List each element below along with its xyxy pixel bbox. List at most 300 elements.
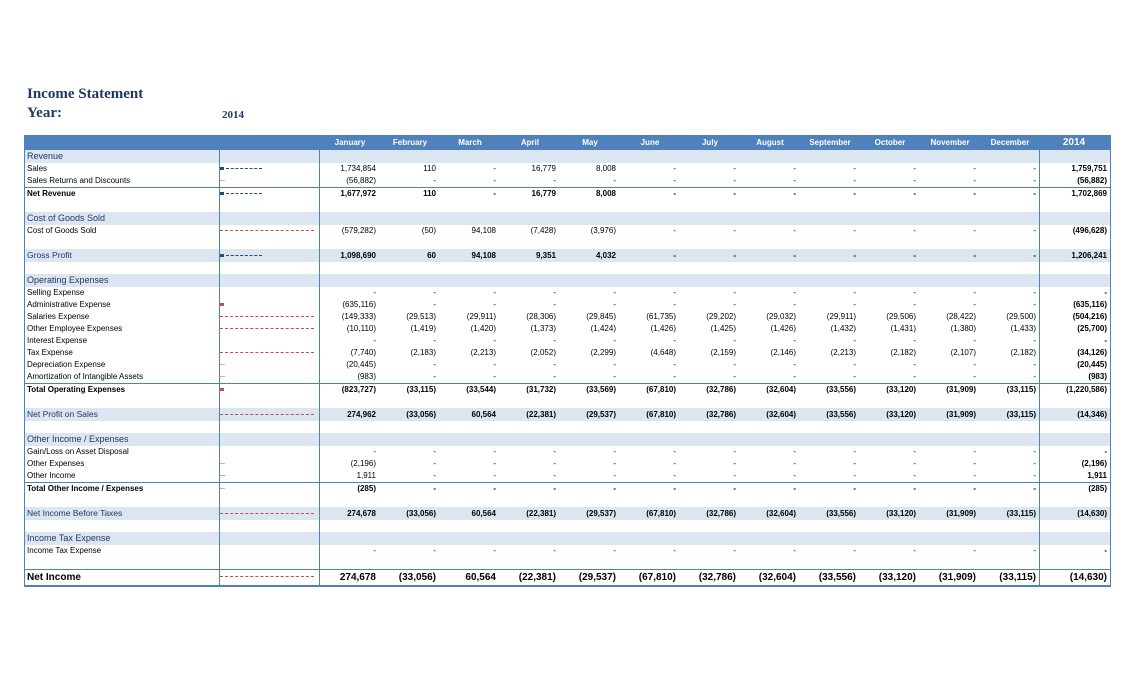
month-value: - xyxy=(913,164,916,173)
month-value: - xyxy=(913,447,916,456)
sparkline-marker xyxy=(220,303,224,306)
year-total-value: 1,911 xyxy=(1087,471,1107,480)
sparkline-cell xyxy=(220,371,318,383)
month-value: 60,564 xyxy=(471,410,496,419)
year-total-value: - xyxy=(1104,447,1107,456)
month-value: - xyxy=(913,288,916,297)
month-value: - xyxy=(733,164,736,173)
month-value: - xyxy=(673,360,676,369)
month-value: - xyxy=(913,546,916,555)
month-value: - xyxy=(553,336,556,345)
sparkline-trend xyxy=(220,475,225,477)
month-value: - xyxy=(733,288,736,297)
month-value: (2,213) xyxy=(470,348,496,357)
sparkline-trend xyxy=(220,376,225,378)
row-label: Cost of Goods Sold xyxy=(27,226,97,235)
month-value: - xyxy=(973,360,976,369)
month-value: - xyxy=(853,360,856,369)
year-total-value: (635,116) xyxy=(1073,300,1107,309)
month-value: - xyxy=(493,164,496,173)
month-value: - xyxy=(673,288,676,297)
line-item-row xyxy=(24,482,1111,495)
row-label: Cost of Goods Sold xyxy=(27,213,106,223)
month-value: - xyxy=(433,300,436,309)
month-value: (3,976) xyxy=(590,226,616,235)
month-value: - xyxy=(793,546,796,555)
month-value: - xyxy=(1033,546,1036,555)
month-value: - xyxy=(673,447,676,456)
column-divider xyxy=(1039,135,1040,587)
line-item-row xyxy=(24,335,1111,347)
month-value: (32,786) xyxy=(706,410,736,419)
month-value: - xyxy=(1033,288,1036,297)
line-item-row xyxy=(24,545,1111,557)
line-item-row xyxy=(24,225,1111,237)
month-value: (22,381) xyxy=(526,410,556,419)
sparkline-trend xyxy=(220,513,314,515)
month-value: (2,159) xyxy=(710,348,736,357)
month-value: - xyxy=(853,189,856,198)
month-value: - xyxy=(1033,471,1036,480)
month-header: February xyxy=(392,138,428,147)
month-value: - xyxy=(1033,176,1036,185)
row-label: Sales Returns and Discounts xyxy=(27,176,131,185)
month-value: (29,506) xyxy=(886,312,916,321)
column-divider xyxy=(219,135,220,587)
month-value: - xyxy=(553,471,556,480)
month-value: - xyxy=(913,471,916,480)
month-value: 8,008 xyxy=(595,164,616,173)
month-value: - xyxy=(553,484,556,493)
month-value: - xyxy=(433,447,436,456)
month-value: - xyxy=(973,484,976,493)
sparkline xyxy=(220,164,262,173)
month-value: (1,432) xyxy=(830,324,856,333)
row-label: Income Tax Expense xyxy=(27,546,102,555)
month-value: - xyxy=(733,189,736,198)
sparkline-trend xyxy=(220,488,225,490)
month-header: August xyxy=(756,138,784,147)
month-value: (32,786) xyxy=(698,572,736,583)
month-value: - xyxy=(433,336,436,345)
month-value: - xyxy=(493,189,496,198)
month-value: - xyxy=(793,336,796,345)
year-total-value: 1,702,869 xyxy=(1071,189,1107,198)
month-value: - xyxy=(493,484,496,493)
month-value: - xyxy=(613,459,616,468)
month-value: (983) xyxy=(357,372,376,381)
spacer-row xyxy=(24,421,1111,433)
month-value: - xyxy=(673,484,676,493)
month-value: - xyxy=(673,372,676,381)
month-value: (1,424) xyxy=(590,324,616,333)
month-value: - xyxy=(733,372,736,381)
month-value: - xyxy=(1033,372,1036,381)
spacer-row xyxy=(24,396,1111,408)
month-value: - xyxy=(493,447,496,456)
month-value: (20,445) xyxy=(346,360,376,369)
month-value: - xyxy=(973,447,976,456)
sparkline-cell xyxy=(220,384,318,396)
month-value: 60 xyxy=(427,251,436,260)
line-item-row xyxy=(24,187,1111,200)
month-value: (33,120) xyxy=(886,509,916,518)
row-label: Tax Expense xyxy=(27,348,73,357)
month-header: September xyxy=(809,138,851,147)
month-value: 1,734,854 xyxy=(340,164,376,173)
month-value: - xyxy=(913,360,916,369)
sparkline xyxy=(220,410,314,419)
month-value: - xyxy=(733,176,736,185)
year-total-value: - xyxy=(1104,336,1107,345)
year-total-value: (983) xyxy=(1088,372,1107,381)
month-value: 60,564 xyxy=(465,572,496,583)
month-value: (32,786) xyxy=(706,385,736,394)
month-value: (31,909) xyxy=(946,410,976,419)
month-value: (33,120) xyxy=(886,385,916,394)
row-label: Sales xyxy=(27,164,48,173)
month-value: - xyxy=(613,336,616,345)
month-value: - xyxy=(1033,336,1036,345)
year-total-value: (1,220,586) xyxy=(1066,385,1107,394)
month-value: - xyxy=(853,164,856,173)
month-value: - xyxy=(1033,189,1036,198)
month-value: - xyxy=(1033,226,1036,235)
sparkline-cell xyxy=(220,175,318,187)
page-title: Income Statement xyxy=(27,86,144,102)
sparkline xyxy=(220,300,226,309)
line-item-row xyxy=(24,371,1111,383)
month-value: (29,845) xyxy=(586,312,616,321)
line-item-row xyxy=(24,347,1111,359)
row-label: Other Income / Expenses xyxy=(27,434,129,444)
section-header-row xyxy=(24,532,1111,545)
month-value: (4,648) xyxy=(650,348,676,357)
sparkline xyxy=(220,189,262,198)
month-value: (33,056) xyxy=(398,572,436,583)
month-value: - xyxy=(553,176,556,185)
column-divider xyxy=(319,135,320,587)
month-value: (33,556) xyxy=(826,385,856,394)
month-value: (22,381) xyxy=(518,572,556,583)
month-value: (56,882) xyxy=(346,176,376,185)
month-value: (33,120) xyxy=(878,572,916,583)
month-value: - xyxy=(973,459,976,468)
month-value: (33,556) xyxy=(826,509,856,518)
month-value: (1,380) xyxy=(950,324,976,333)
row-label: Net Income Before Taxes xyxy=(27,508,123,518)
month-value: - xyxy=(673,226,676,235)
month-value: (33,115) xyxy=(1006,385,1036,394)
section-header-row xyxy=(24,212,1111,225)
month-value: - xyxy=(733,300,736,309)
sparkline-cell xyxy=(220,225,318,237)
month-value: - xyxy=(493,336,496,345)
month-value: (31,909) xyxy=(938,572,976,583)
sparkline-cell xyxy=(220,249,318,262)
month-value: - xyxy=(613,372,616,381)
sparkline-cell xyxy=(220,359,318,371)
row-label: Other Expenses xyxy=(27,459,85,468)
month-value: (28,306) xyxy=(526,312,556,321)
sparkline-cell xyxy=(220,299,318,311)
line-item-row xyxy=(24,446,1111,458)
month-value: - xyxy=(973,372,976,381)
month-value: (635,116) xyxy=(342,300,376,309)
month-value: (2,182) xyxy=(1010,348,1036,357)
spacer-row xyxy=(24,520,1111,532)
month-value: (29,513) xyxy=(406,312,436,321)
year-total-value: (14,630) xyxy=(1069,572,1107,583)
month-value: - xyxy=(1033,447,1036,456)
year-total-header: 2014 xyxy=(1062,137,1086,148)
month-value: - xyxy=(673,164,676,173)
month-value: - xyxy=(553,288,556,297)
year-total-value: (2,196) xyxy=(1081,459,1107,468)
month-value: 16,779 xyxy=(531,189,556,198)
month-value: - xyxy=(553,300,556,309)
sparkline-cell xyxy=(220,458,318,470)
sparkline-trend xyxy=(220,463,225,465)
month-value: - xyxy=(433,372,436,381)
line-item-row xyxy=(24,470,1111,482)
month-value: (33,115) xyxy=(1006,410,1036,419)
spacer-row xyxy=(24,495,1111,507)
sparkline-trend xyxy=(226,193,262,195)
month-value: - xyxy=(1033,459,1036,468)
sparkline-cell xyxy=(220,323,318,335)
month-value: - xyxy=(613,484,616,493)
sparkline-cell xyxy=(220,483,318,495)
sparkline-trend xyxy=(220,364,225,366)
line-item-row xyxy=(24,383,1111,396)
month-value: 16,779 xyxy=(531,164,556,173)
sparkline-cell xyxy=(220,287,318,299)
month-value: - xyxy=(733,447,736,456)
month-value: (1,373) xyxy=(530,324,556,333)
month-header: January xyxy=(334,138,366,147)
month-value: - xyxy=(493,372,496,381)
month-value: - xyxy=(913,484,916,493)
month-value: - xyxy=(913,459,916,468)
month-value: 110 xyxy=(423,189,436,198)
month-value: - xyxy=(853,459,856,468)
month-header: December xyxy=(990,138,1030,147)
sparkline-cell xyxy=(220,545,318,557)
month-value: - xyxy=(913,176,916,185)
month-value: (149,333) xyxy=(341,312,376,321)
month-value: - xyxy=(733,471,736,480)
line-item-row xyxy=(24,287,1111,299)
month-header: October xyxy=(874,138,906,147)
year-total-value: (25,700) xyxy=(1077,324,1107,333)
month-value: 1,677,972 xyxy=(340,189,376,198)
month-value: - xyxy=(793,372,796,381)
month-value: - xyxy=(613,447,616,456)
month-value: - xyxy=(793,288,796,297)
month-value: (7,428) xyxy=(530,226,556,235)
line-item-row xyxy=(24,408,1111,421)
month-value: (33,115) xyxy=(1006,509,1036,518)
month-value: - xyxy=(1033,251,1036,260)
sparkline-marker xyxy=(220,192,224,195)
row-label: Net Income xyxy=(27,572,81,583)
month-value: - xyxy=(853,484,856,493)
sparkline xyxy=(220,348,314,357)
spacer-row xyxy=(24,262,1111,274)
month-value: 60,564 xyxy=(471,509,496,518)
column-divider xyxy=(24,135,25,587)
year-total-value: (20,445) xyxy=(1077,360,1107,369)
month-value: 9,351 xyxy=(535,251,556,260)
month-value: - xyxy=(493,471,496,480)
month-value: - xyxy=(793,300,796,309)
sparkline xyxy=(220,251,262,260)
month-value: 94,108 xyxy=(471,226,496,235)
month-value: - xyxy=(913,372,916,381)
month-value: - xyxy=(793,189,796,198)
line-item-row xyxy=(24,163,1111,175)
month-value: - xyxy=(613,471,616,480)
month-value: (2,196) xyxy=(350,459,376,468)
month-value: - xyxy=(793,226,796,235)
sparkline xyxy=(220,385,226,394)
year-total-value: (34,126) xyxy=(1077,348,1107,357)
line-item-row xyxy=(24,175,1111,187)
month-value: - xyxy=(793,484,796,493)
month-value: - xyxy=(673,176,676,185)
sparkline-cell xyxy=(220,470,318,482)
sparkline-trend xyxy=(220,316,314,318)
sparkline-trend xyxy=(220,576,314,578)
row-label: Total Operating Expenses xyxy=(27,385,126,394)
month-value: (67,810) xyxy=(646,509,676,518)
month-value: - xyxy=(793,176,796,185)
month-value: (823,727) xyxy=(341,385,376,394)
month-value: (33,544) xyxy=(466,385,496,394)
month-value: - xyxy=(553,360,556,369)
month-value: - xyxy=(433,471,436,480)
month-value: - xyxy=(373,336,376,345)
month-value: (29,032) xyxy=(766,312,796,321)
month-value: - xyxy=(1033,484,1036,493)
month-header: May xyxy=(582,138,598,147)
month-header: April xyxy=(520,138,540,147)
month-value: (1,426) xyxy=(650,324,676,333)
month-value: (67,810) xyxy=(638,572,676,583)
month-value: (1,433) xyxy=(1010,324,1036,333)
month-value: - xyxy=(433,459,436,468)
month-value: (579,282) xyxy=(341,226,376,235)
month-value: - xyxy=(733,226,736,235)
section-header-row xyxy=(24,274,1111,287)
month-value: - xyxy=(733,484,736,493)
sparkline-trend xyxy=(226,168,262,170)
month-value: (67,810) xyxy=(646,410,676,419)
month-value: (29,537) xyxy=(586,410,616,419)
sparkline-trend xyxy=(226,255,262,257)
month-value: - xyxy=(853,300,856,309)
month-value: (1,425) xyxy=(710,324,736,333)
month-value: (33,556) xyxy=(826,410,856,419)
month-value: (28,422) xyxy=(946,312,976,321)
month-value: (31,909) xyxy=(946,509,976,518)
year-total-value: (56,882) xyxy=(1077,176,1107,185)
month-value: - xyxy=(973,251,976,260)
month-value: - xyxy=(913,226,916,235)
month-value: (50) xyxy=(421,226,436,235)
row-label: Other Income xyxy=(27,471,76,480)
month-value: - xyxy=(433,360,436,369)
sparkline xyxy=(220,509,314,518)
section-header-row xyxy=(24,433,1111,446)
line-item-row xyxy=(24,359,1111,371)
sparkline-cell xyxy=(220,408,318,421)
month-value: - xyxy=(493,176,496,185)
month-value: (31,732) xyxy=(526,385,556,394)
sparkline xyxy=(220,324,314,333)
month-value: (32,786) xyxy=(706,509,736,518)
month-value: - xyxy=(673,189,676,198)
month-value: - xyxy=(853,251,856,260)
year-total-value: (504,216) xyxy=(1072,312,1107,321)
month-value: - xyxy=(913,189,916,198)
month-value: - xyxy=(973,288,976,297)
month-value: - xyxy=(913,251,916,260)
year-total-value: (14,630) xyxy=(1077,509,1107,518)
month-value: - xyxy=(673,300,676,309)
month-value: (2,182) xyxy=(890,348,916,357)
month-value: - xyxy=(793,360,796,369)
month-value: - xyxy=(973,336,976,345)
month-value: - xyxy=(733,336,736,345)
sparkline-cell xyxy=(220,163,318,175)
sparkline-marker xyxy=(220,167,224,170)
year-total-value: - xyxy=(1104,546,1107,555)
month-value: - xyxy=(1033,164,1036,173)
month-value: - xyxy=(733,251,736,260)
column-header-row xyxy=(24,135,1111,150)
month-value: (22,381) xyxy=(526,509,556,518)
row-label: Gain/Loss on Asset Disposal xyxy=(27,447,129,456)
row-label: Net Profit on Sales xyxy=(27,409,98,419)
month-value: - xyxy=(973,546,976,555)
month-value: (1,419) xyxy=(410,324,436,333)
sparkline-cell xyxy=(220,446,318,458)
sparkline-marker xyxy=(220,254,224,257)
month-value: - xyxy=(853,546,856,555)
month-value: (2,052) xyxy=(530,348,556,357)
month-header: June xyxy=(640,138,660,147)
month-value: (29,911) xyxy=(826,312,856,321)
year-total-value: 1,206,241 xyxy=(1071,251,1107,260)
month-value: - xyxy=(793,251,796,260)
sparkline-cell xyxy=(220,570,318,585)
month-value: (29,911) xyxy=(466,312,496,321)
sparkline-trend xyxy=(220,328,314,330)
month-value: - xyxy=(853,471,856,480)
row-label: Selling Expense xyxy=(27,288,85,297)
month-value: (10,110) xyxy=(346,324,376,333)
sparkline-cell xyxy=(220,335,318,347)
month-value: - xyxy=(673,471,676,480)
month-value: - xyxy=(853,226,856,235)
month-value: - xyxy=(493,459,496,468)
line-item-row xyxy=(24,311,1111,323)
month-value: - xyxy=(913,300,916,309)
sparkline xyxy=(220,226,314,235)
month-value: - xyxy=(733,360,736,369)
